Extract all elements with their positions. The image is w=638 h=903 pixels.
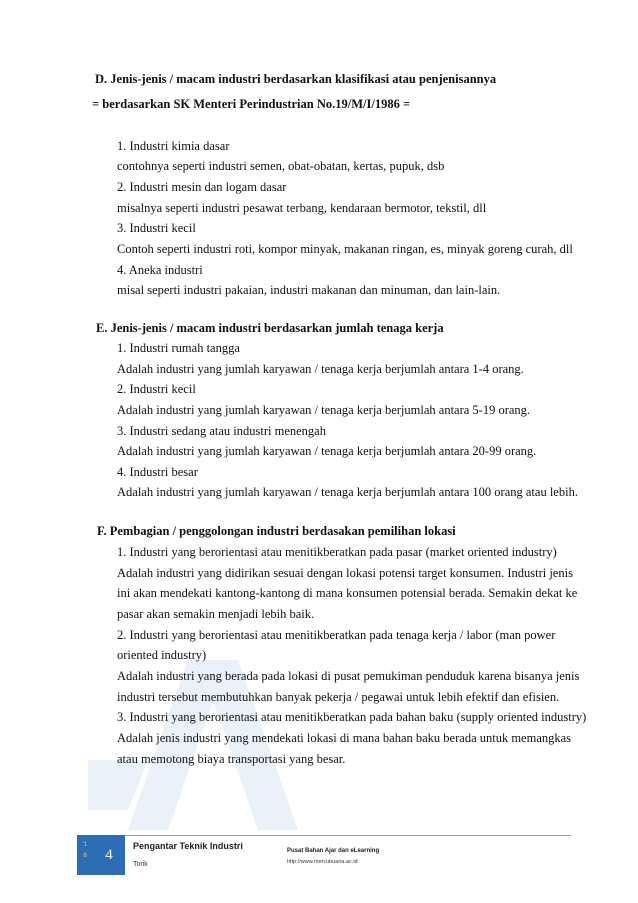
section-e-heading: E. Jenis-jenis / macam industri berdasarkan jumlah tenaga kerja — [96, 321, 444, 335]
section-d-line: 1. Industri kimia dasar — [117, 139, 230, 153]
page-number: 4 — [93, 835, 125, 875]
section-d-subheading: = berdasarkan SK Menteri Perindustrian No.19/M/I/1986 = — [92, 97, 411, 111]
section-e-line: 2. Industri kecil — [117, 382, 196, 396]
section-d-line: Contoh seperti industri roti, kompor minyak, makanan ringan, es, minyak goreng curah, dll — [117, 242, 573, 256]
section-f-line: ini akan mendekati kantong-kantong di mana konsumen potensial berada. Semakin dekat ke — [117, 586, 578, 600]
section-d-line: contohnya seperti industri semen, obat-obatan, kertas, pupuk, dsb — [117, 159, 445, 173]
page-footer — [77, 835, 571, 875]
footer-divider — [77, 835, 571, 836]
course-title: Pengantar Teknik Industri — [133, 841, 243, 851]
section-f-line: 2. Industri yang berorientasi atau menitikberatkan pada tenaga kerja / labor (man power — [117, 628, 556, 642]
section-d-line: 2. Industri mesin dan logam dasar — [117, 180, 287, 194]
footer-url-link[interactable]: http://www.mercubuana.ac.id — [287, 859, 358, 865]
section-f-line: industri tersebut membutuhkan banyak pekerja / pegawai untuk lebih efektif dan efisien. — [117, 690, 560, 704]
section-e-line: 3. Industri sedang atau industri menengah — [117, 424, 326, 438]
section-e-line: Adalah industri yang jumlah karyawan / tenaga kerja berjumlah antara 5-19 orang. — [117, 403, 531, 417]
section-f-line: 1. Industri yang berorientasi atau menitikberatkan pada pasar (market oriented industry) — [117, 545, 557, 559]
section-d-line: 4. Aneka industri — [117, 263, 203, 277]
footer-side-strip — [77, 835, 93, 875]
section-f-line: pasar akan semakin menjadi lebih baik. — [117, 607, 315, 621]
footer-strip-top: '1 — [82, 842, 88, 848]
section-e-line: 4. Industri besar — [117, 465, 198, 479]
section-d-line: 3. Industri kecil — [117, 221, 196, 235]
section-d-line: misalnya seperti industri pesawat terbang, kendaraan bermotor, tekstil, dll — [117, 201, 487, 215]
footer-strip-bottom: 8 — [83, 853, 87, 859]
section-f-heading: F. Pembagian / penggolongan industri berdasakan pemilihan lokasi — [97, 524, 456, 538]
section-f-line: Adalah industri yang didirikan sesuai dengan lokasi potensi target konsumen. Industri jenis — [117, 566, 573, 580]
section-e-line: Adalah industri yang jumlah karyawan / tenaga kerja berjumlah antara 20-99 orang. — [117, 444, 537, 458]
section-f-line: Adalah industri yang berada pada lokasi di pusat pemukiman penduduk karena bisanya jenis — [117, 669, 580, 683]
center-name: Pusat Bahan Ajar dan eLearning — [287, 848, 380, 854]
section-e-line: 1. Industri rumah tangga — [117, 341, 240, 355]
section-e-line: Adalah industri yang jumlah karyawan / tenaga kerja berjumlah antara 100 orang atau lebih. — [117, 485, 578, 499]
section-f-line: atau memotong biaya transportasi yang besar. — [117, 752, 346, 766]
section-f-line: oriented industry) — [117, 648, 207, 662]
section-d-heading: D. Jenis-jenis / macam industri berdasarkan klasifikasi atau penjenisannya — [95, 72, 497, 86]
section-f-line: Adalah jenis industri yang mendekati lokasi di mana bahan baku berada untuk memangkas — [117, 731, 572, 745]
author-name: Torik — [133, 861, 148, 868]
section-f-line: 3. Industri yang berorientasi atau menitikberatkan pada bahan baku (supply oriented industry) — [117, 710, 587, 724]
section-d-line: misal seperti industri pakaian, industri makanan dan minuman, dan lain-lain. — [117, 283, 501, 297]
section-e-line: Adalah industri yang jumlah karyawan / tenaga kerja berjumlah antara 1-4 orang. — [117, 362, 524, 376]
